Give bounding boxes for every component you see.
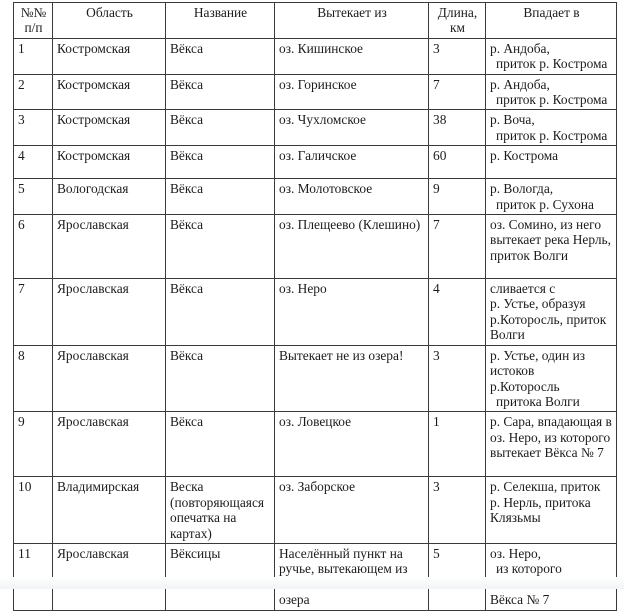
cell-source: оз. Ловецкое xyxy=(275,412,429,477)
cell-source: оз. Галичское xyxy=(275,146,429,179)
cell-num: 11 xyxy=(14,543,53,610)
cell-num: 1 xyxy=(14,38,53,74)
cell-name: Вёкса xyxy=(166,110,275,146)
cell-num: 6 xyxy=(14,215,53,279)
cell-length: 3 xyxy=(429,38,486,74)
cell-region: Владимирская xyxy=(53,477,166,544)
cell-length: 9 xyxy=(429,179,486,215)
header-source: Вытекает из xyxy=(275,3,429,39)
cell-source: оз. Плещеево (Клешино) xyxy=(275,215,429,279)
cell-num: 5 xyxy=(14,179,53,215)
cell-source: оз. Неро xyxy=(275,279,429,346)
cell-mouth: р. Кострома xyxy=(486,146,617,179)
cell-source: Вытекает не из озера! xyxy=(275,345,429,412)
cell-name: Вёкса xyxy=(166,38,275,74)
cell-region: Ярославская xyxy=(53,345,166,412)
cell-mouth: р. Селекша, приток р. Нерль, притока Клязьмы xyxy=(486,477,617,544)
cell-name: Вёкса xyxy=(166,345,275,412)
rivers-table xyxy=(13,2,617,611)
cell-name: Вёкса xyxy=(166,146,275,179)
cell-num: 9 xyxy=(14,412,53,477)
cell-length: 1 xyxy=(429,412,486,477)
cell-mouth: р. Воча, приток р. Кострома xyxy=(486,110,617,146)
cell-region: Костромская xyxy=(53,146,166,179)
cell-source: оз. Чухломское xyxy=(275,110,429,146)
table-row xyxy=(14,38,617,74)
cell-name: Вёкса xyxy=(166,279,275,346)
table-row xyxy=(14,146,617,179)
header-name: Название xyxy=(166,3,275,39)
page-bottom-edge xyxy=(0,577,624,589)
cell-region: Ярославская xyxy=(53,543,166,610)
cell-length: 38 xyxy=(429,110,486,146)
cell-region: Ярославская xyxy=(53,215,166,279)
cell-length: 3 xyxy=(429,345,486,412)
cell-num: 8 xyxy=(14,345,53,412)
cell-mouth: р. Андоба, приток р. Кострома xyxy=(486,74,617,110)
cell-region: Ярославская xyxy=(53,279,166,346)
cell-mouth: р. Сара, впадающая в оз. Неро, из которого вытекает Вёкса № 7 xyxy=(486,412,617,477)
cell-mouth: оз. Неро, из которого Вёкса № 7 xyxy=(486,543,617,610)
header-mouth: Впадает в xyxy=(486,3,617,39)
cell-num: 2 xyxy=(14,74,53,110)
cell-region: Вологодская xyxy=(53,179,166,215)
table-row xyxy=(14,279,617,346)
cell-length: 3 xyxy=(429,477,486,544)
cell-mouth: р. Устье, один из истоков р.Которосль притока Волги xyxy=(486,345,617,412)
cell-region: Костромская xyxy=(53,38,166,74)
cell-length: 7 xyxy=(429,74,486,110)
header-region: Область xyxy=(53,3,166,39)
cell-region: Костромская xyxy=(53,110,166,146)
cell-length: 60 xyxy=(429,146,486,179)
cell-num: 10 xyxy=(14,477,53,544)
cell-length: 4 xyxy=(429,279,486,346)
header-num: №№ п/п xyxy=(14,3,53,39)
cell-num: 3 xyxy=(14,110,53,146)
cell-mouth: р. Вологда, приток р. Сухона xyxy=(486,179,617,215)
table-row xyxy=(14,74,617,110)
table-row xyxy=(14,179,617,215)
cell-region: Костромская xyxy=(53,74,166,110)
cell-name: Вёксицы xyxy=(166,543,275,610)
cell-source: оз. Молотовское xyxy=(275,179,429,215)
cell-mouth: р. Андоба, приток р. Кострома xyxy=(486,38,617,74)
cell-region: Ярославская xyxy=(53,412,166,477)
cell-mouth: сливается с р. Устье, образуя р.Которосль, приток Волги xyxy=(486,279,617,346)
cell-length: 5 xyxy=(429,543,486,610)
cell-source: оз. Горинское xyxy=(275,74,429,110)
table-row xyxy=(14,215,617,279)
header-row xyxy=(14,3,617,39)
cell-source: оз. Кишинское xyxy=(275,38,429,74)
cell-mouth: оз. Сомино, из него вытекает река Нерль, приток Волги xyxy=(486,215,617,279)
table-row xyxy=(14,345,617,412)
cell-name: Вёкса xyxy=(166,179,275,215)
cell-num: 4 xyxy=(14,146,53,179)
cell-name: Вёкса xyxy=(166,215,275,279)
cell-num: 7 xyxy=(14,279,53,346)
cell-name: Вёкса xyxy=(166,74,275,110)
table-row xyxy=(14,412,617,477)
cell-name: Веска (повторяющаяся опечатка на картах) xyxy=(166,477,275,544)
table-row xyxy=(14,477,617,544)
cell-source: оз. Заборское xyxy=(275,477,429,544)
cell-length: 7 xyxy=(429,215,486,279)
header-length: Длина, км xyxy=(429,3,486,39)
cell-name: Вёкса xyxy=(166,412,275,477)
cell-source: Населённый пункт на ручье, вытекающем из озера xyxy=(275,543,429,610)
table-row xyxy=(14,110,617,146)
